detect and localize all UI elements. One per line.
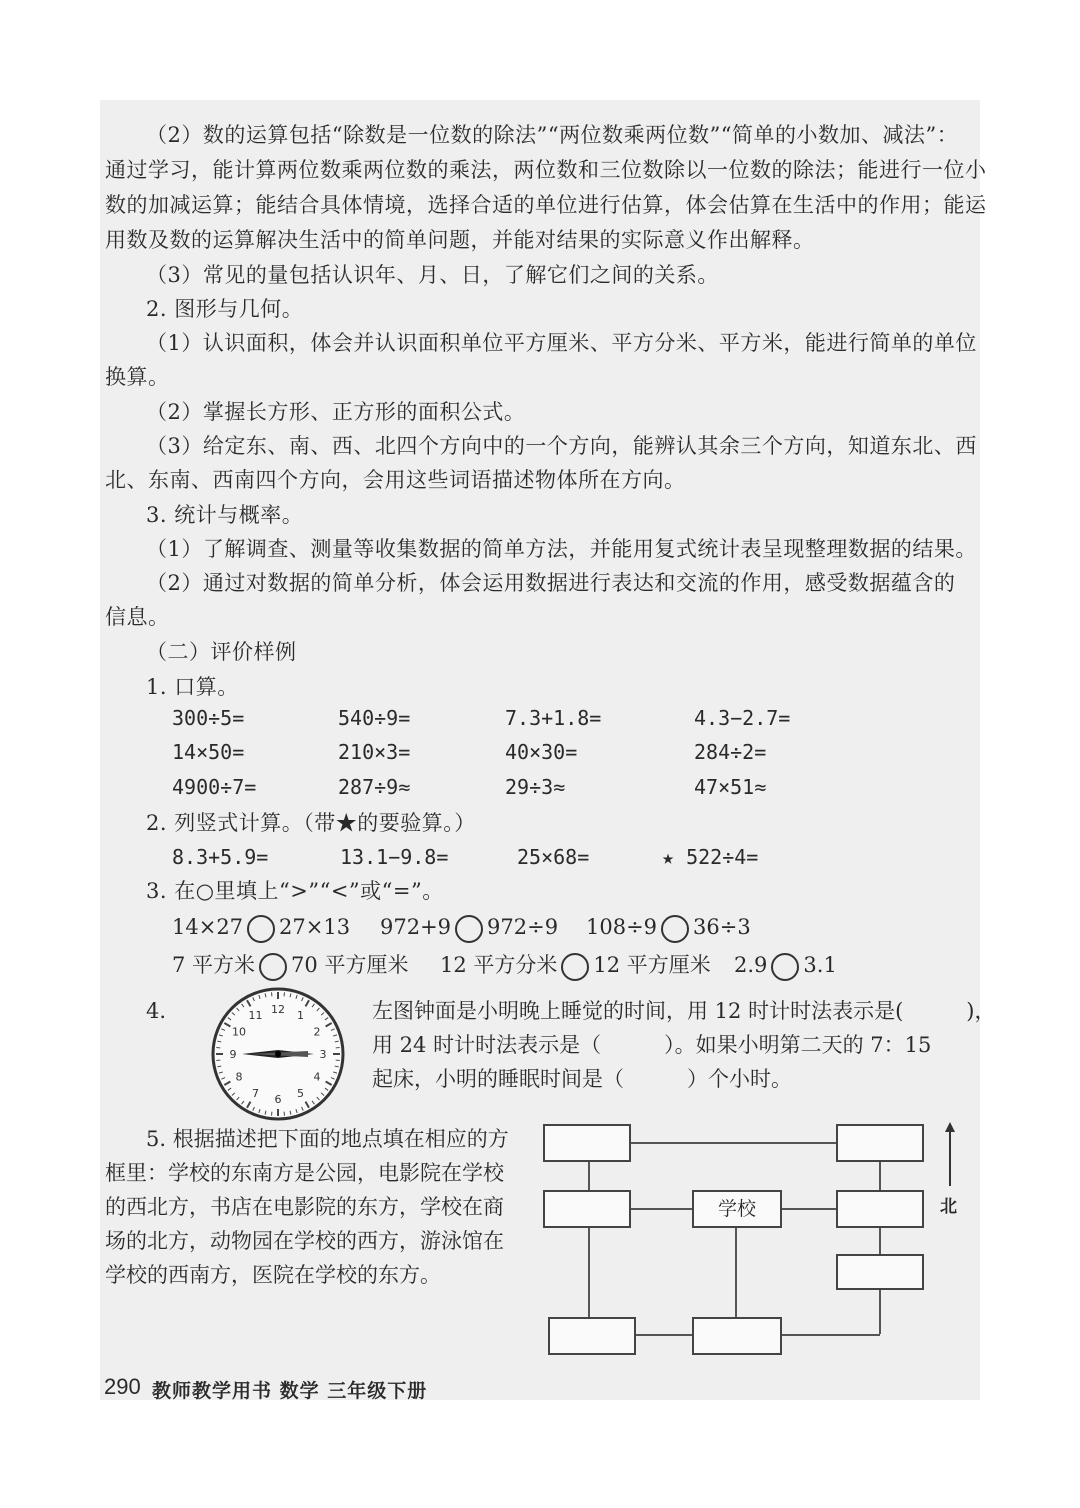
q1-item: 4900÷7= <box>172 775 257 799</box>
q1-item: 14×50= <box>172 740 245 764</box>
q5-line-2: 框里：学校的东南方是公园，电影院在学校 <box>105 1161 504 1185</box>
paragraph-geometry-3a: （3）给定东、南、西、北四个方向中的一个方向，能辨认其余三个方向，知道东北、西 <box>146 434 977 458</box>
q1-item: 284÷2= <box>694 740 767 764</box>
map-box[interactable] <box>543 1124 631 1162</box>
map-connector <box>636 1334 692 1336</box>
clock-number: 4 <box>313 1070 321 1084</box>
paragraph-statistics-2b: 信息。 <box>105 605 170 629</box>
answer-circle[interactable] <box>561 953 589 981</box>
paragraph-operations-line-4: 用数及数的运算解决生活中的简单问题，并能对结果的实际意义作出解释。 <box>105 228 815 252</box>
paragraph-operations-line-2: 通过学习，能计算两位数乘两位数的乘法，两位数和三位数除以一位数的除法；能进行一位小 <box>105 158 987 182</box>
paragraph-statistics-2a: （2）通过对数据的简单分析，体会运用数据进行表达和交流的作用，感受数据蕴含的 <box>146 571 956 595</box>
q3-compare: 12 平方分米 12 平方厘米 <box>440 950 711 981</box>
map-box[interactable] <box>543 1190 631 1228</box>
map-connector <box>879 1227 881 1255</box>
clock-number: 10 <box>232 1025 247 1039</box>
q2-item: ★ 522÷4= <box>662 845 759 869</box>
paragraph-geometry-3b: 北、东南、西南四个方向，会用这些词语描述物体所在方向。 <box>105 468 686 492</box>
q3-compare: 972+9 972÷9 <box>380 912 558 943</box>
q4-line-1: 左图钟面是小明晚上睡觉的时间，用 12 时计时法表示是( )， <box>372 999 996 1023</box>
paragraph-geometry-1b: 换算。 <box>105 365 170 389</box>
q3-compare: 108÷9 36÷3 <box>586 912 751 943</box>
clock-number: 9 <box>229 1048 237 1061</box>
q1-item: 540÷9= <box>338 706 411 730</box>
heading-samples: （二）评价样例 <box>146 640 297 664</box>
map-box[interactable] <box>836 1124 924 1162</box>
q1-item: 287÷9≈ <box>338 775 411 799</box>
paragraph-statistics-1: （1）了解调查、测量等收集数据的简单方法，并能用复式统计表呈现整理数据的结果。 <box>146 537 977 561</box>
q2-title: 2. 列竖式计算。（带★的要验算。） <box>146 811 476 835</box>
q1-item: 7.3+1.8= <box>505 706 602 730</box>
paragraph-operations-line-1: （2）数的运算包括“除数是一位数的除法”“两位数乘两位数”“简单的小数加、减法”： <box>146 123 959 147</box>
clock-number: 1 <box>297 1009 304 1023</box>
q1-item: 210×3= <box>338 740 411 764</box>
map-connector <box>630 1208 692 1210</box>
clock-number: 5 <box>297 1086 304 1100</box>
map-connector <box>588 1227 590 1317</box>
clock-number: 2 <box>313 1025 321 1039</box>
answer-circle[interactable] <box>661 915 689 943</box>
north-arrow-icon <box>942 1122 958 1188</box>
north-label: 北 <box>940 1197 957 1217</box>
q1-item: 40×30= <box>505 740 578 764</box>
map-connector <box>735 1227 737 1317</box>
q1-item: 300÷5= <box>172 706 245 730</box>
clock-number: 8 <box>235 1070 243 1084</box>
q1-item: 47×51≈ <box>694 775 767 799</box>
q1-title: 1. 口算。 <box>146 675 239 699</box>
answer-circle[interactable] <box>259 953 287 981</box>
q4-line-2: 用 24 时计时法表示是（ ）。如果小明第二天的 7：15 <box>372 1033 932 1057</box>
map-connector <box>630 1142 836 1144</box>
map-box[interactable] <box>548 1317 636 1355</box>
clock-center <box>275 1051 281 1057</box>
q4-line-3: 起床，小明的睡眠时间是（ ）个小时。 <box>372 1067 792 1091</box>
map-connector <box>782 1334 880 1336</box>
map-connector <box>879 1289 881 1334</box>
clock-number: 11 <box>248 1009 263 1023</box>
map-box[interactable] <box>836 1190 924 1228</box>
q4-number: 4. <box>146 999 167 1023</box>
clock-number: 3 <box>319 1048 327 1061</box>
page-number: 290 <box>104 1374 141 1399</box>
q5-line-4: 场的北方，动物园在学校的西方，游泳馆在 <box>105 1229 504 1253</box>
q2-item: 25×68= <box>517 845 590 869</box>
q5-line-1: 5. 根据描述把下面的地点填在相应的方 <box>146 1127 509 1151</box>
q3-compare: 14×27 27×13 <box>172 912 350 943</box>
q1-item: 29÷3≈ <box>505 775 566 799</box>
clock-number: 6 <box>274 1093 282 1106</box>
paragraph-quantity: （3）常见的量包括认识年、月、日，了解它们之间的关系。 <box>146 263 719 287</box>
paragraph-geometry-1a: （1）认识面积，体会并认识面积单位平方厘米、平方分米、平方米，能进行简单的单位 <box>146 331 977 355</box>
map-box[interactable] <box>692 1317 782 1355</box>
paragraph-operations-line-3: 数的加减运算；能结合具体情境，选择合适的单位进行估算，体会估算在生活中的作用；能运 <box>105 193 987 217</box>
map-connector <box>588 1160 590 1190</box>
heading-geometry: 2. 图形与几何。 <box>146 297 304 321</box>
book-title: 教师教学用书 数学 三年级下册 <box>152 1380 428 1402</box>
clock-number: 7 <box>252 1086 259 1100</box>
clock-number: 12 <box>271 1003 285 1016</box>
q3-title: 3. 在○里填上“>”“<”或“=”。 <box>146 879 444 903</box>
map-box[interactable] <box>836 1254 924 1290</box>
answer-circle[interactable] <box>455 915 483 943</box>
q2-item: 8.3+5.9= <box>172 845 269 869</box>
paragraph-geometry-2: （2）掌握长方形、正方形的面积公式。 <box>146 400 526 424</box>
answer-circle[interactable] <box>771 953 799 981</box>
q2-item: 13.1−9.8= <box>340 845 449 869</box>
q3-compare: 2.9 3.1 <box>734 950 837 981</box>
q3-compare: 7 平方米 70 平方厘米 <box>172 950 408 981</box>
map-connector <box>879 1160 881 1190</box>
clock-face <box>208 984 348 1124</box>
q5-line-5: 学校的西南方，医院在学校的东方。 <box>105 1263 441 1287</box>
map-box-school: 学校 <box>692 1190 782 1228</box>
q5-line-3: 的西北方，书店在电影院的东方，学校在商 <box>105 1195 504 1219</box>
answer-circle[interactable] <box>247 915 275 943</box>
q1-item: 4.3−2.7= <box>694 706 791 730</box>
map-connector <box>782 1208 836 1210</box>
heading-statistics: 3. 统计与概率。 <box>146 503 304 527</box>
